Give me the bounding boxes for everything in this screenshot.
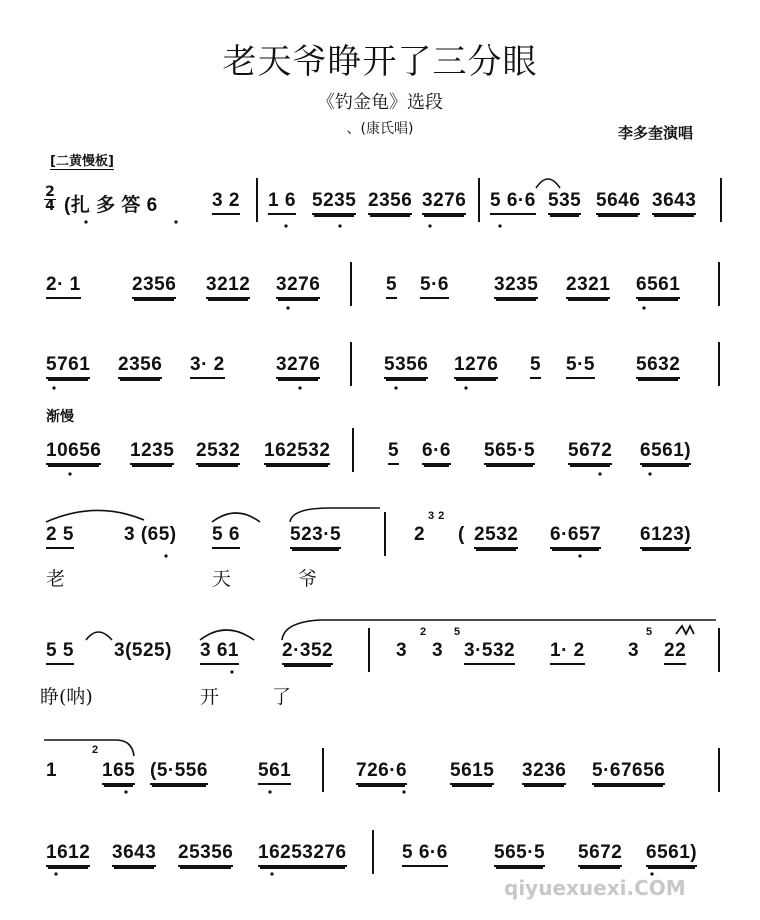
note-group: 5·67656	[592, 760, 665, 785]
singer-note: 、(康氏唱)	[346, 121, 414, 137]
note-group: 5	[386, 274, 397, 299]
note-group: 5 6·6	[402, 842, 448, 867]
note-group: 5 6	[212, 524, 240, 549]
note-group: 3 61	[200, 640, 239, 665]
slur-mark	[86, 632, 112, 640]
lyric: 爷	[298, 568, 318, 590]
octave-dot	[54, 872, 57, 875]
note-group: 3276	[276, 354, 320, 379]
note-group: 5235	[312, 190, 356, 215]
note-group: (5·556	[150, 760, 208, 785]
note-group: 523·5	[290, 524, 341, 549]
note-group: 162532	[264, 440, 330, 465]
song-title: 老天爷睁开了三分眼	[222, 42, 538, 82]
note-group: 3	[396, 640, 408, 661]
octave-dot	[428, 224, 431, 227]
octave-dot	[52, 386, 55, 389]
octave-dot	[84, 220, 87, 223]
note-group: 2532	[196, 440, 240, 465]
note-group: 6·6	[422, 440, 451, 465]
note-group: 1	[46, 760, 58, 781]
octave-dot	[394, 386, 397, 389]
note-group: 3276	[276, 274, 320, 299]
note-group: 5	[530, 354, 541, 379]
note-group: (扎 多 答 6	[64, 195, 158, 216]
note-group: 165	[102, 760, 135, 785]
octave-dot	[270, 872, 273, 875]
note-group: 2· 1	[46, 274, 81, 299]
note-group: 1235	[130, 440, 174, 465]
note-group: 5·6	[420, 274, 449, 299]
note-group: 1· 2	[550, 640, 585, 665]
note-group: 2356	[132, 274, 176, 299]
note-group: 3 2	[212, 190, 240, 215]
octave-dot	[286, 306, 289, 309]
note-group: 5632	[636, 354, 680, 379]
song-subtitle: 《钓金龟》选段	[317, 92, 443, 113]
octave-dot	[338, 224, 341, 227]
note-group: 2·352	[282, 640, 333, 665]
note-group: 5615	[450, 760, 494, 785]
note-group: 3235	[494, 274, 538, 299]
octave-dot	[642, 306, 645, 309]
performer-credit: 李多奎演唱	[618, 124, 694, 142]
octave-dot	[402, 790, 405, 793]
note-group: 5672	[568, 440, 612, 465]
grace-note: 2	[420, 626, 427, 638]
note-group: 2356	[118, 354, 162, 379]
tie-mark	[536, 179, 560, 188]
octave-dot	[298, 386, 301, 389]
note-group: 25356	[178, 842, 233, 867]
note-group: 3643	[652, 190, 696, 215]
note-group: 2532	[474, 524, 518, 549]
lyric: 了	[272, 686, 292, 708]
note-group: 535	[548, 190, 581, 215]
note-group: 2 5	[46, 524, 74, 549]
note-group: 726·6	[356, 760, 407, 785]
slur-mark	[282, 620, 716, 640]
lyric: 天	[212, 568, 232, 590]
note-group: 3(525)	[114, 640, 172, 661]
octave-dot	[578, 554, 581, 557]
note-group: 3276	[422, 190, 466, 215]
octave-dot	[284, 224, 287, 227]
note-group: 3212	[206, 274, 250, 299]
note-group: 2	[414, 524, 426, 545]
time-signature-bottom: 4	[45, 198, 55, 214]
note-group: 3236	[522, 760, 566, 785]
note-group: 5761	[46, 354, 90, 379]
note-group: 1276	[454, 354, 498, 379]
slur-mark	[212, 513, 260, 522]
slur-mark	[46, 510, 144, 522]
slur-mark	[200, 630, 254, 640]
lyric: 开	[200, 686, 220, 708]
note-group: 565·5	[484, 440, 535, 465]
grace-note: 2	[92, 744, 99, 756]
note-group: 1 6	[268, 190, 296, 215]
grace-note: 5	[646, 626, 653, 638]
note-group: 6·657	[550, 524, 601, 549]
octave-dot	[68, 472, 71, 475]
note-group: 2321	[566, 274, 610, 299]
octave-dot	[598, 472, 601, 475]
note-group: 6561)	[640, 440, 691, 465]
note-group: 3	[628, 640, 640, 661]
note-group: 3643	[112, 842, 156, 867]
note-group: 6561)	[646, 842, 697, 867]
note-group: 10656	[46, 440, 101, 465]
octave-dot	[174, 220, 177, 223]
note-group: 3·532	[464, 640, 515, 665]
trill-mark	[676, 626, 694, 634]
note-group: 561	[258, 760, 291, 785]
grace-note: 5	[454, 626, 461, 638]
grace-notes: 3 2	[428, 510, 445, 522]
octave-dot	[648, 472, 651, 475]
tempo-marking: [二黄慢板]	[50, 150, 114, 170]
note-group: 5 6·6	[490, 190, 536, 215]
note-group: 5646	[596, 190, 640, 215]
note-group: 6123)	[640, 524, 691, 549]
lyric: 睁(呐)	[40, 686, 93, 708]
note-group: 3	[432, 640, 444, 661]
note-group: 22	[664, 640, 686, 665]
note-group: 6561	[636, 274, 680, 299]
slur-mark	[44, 740, 134, 756]
note-group: 3 (65)	[124, 524, 177, 545]
note-group: 5 5	[46, 640, 74, 665]
octave-dot	[164, 554, 167, 557]
note-group: 2356	[368, 190, 412, 215]
note-group: 16253276	[258, 842, 347, 867]
note-group: (	[458, 524, 465, 545]
note-group: 565·5	[494, 842, 545, 867]
octave-dot	[268, 790, 271, 793]
note-group: 1612	[46, 842, 90, 867]
lyric: 老	[46, 568, 66, 590]
note-group: 5672	[578, 842, 622, 867]
time-signature-top: 2	[45, 184, 55, 200]
octave-dot	[464, 386, 467, 389]
octave-dot	[230, 670, 233, 673]
note-group: 5	[388, 440, 399, 465]
note-group: 3· 2	[190, 354, 225, 379]
site-watermark: qiyuexuexi.COM	[504, 876, 686, 900]
octave-dot	[124, 790, 127, 793]
octave-dot	[498, 224, 501, 227]
tempo-change-marking: 渐慢	[46, 409, 74, 425]
note-group: 5·5	[566, 354, 595, 379]
slur-mark	[290, 508, 380, 522]
note-group: 5356	[384, 354, 428, 379]
